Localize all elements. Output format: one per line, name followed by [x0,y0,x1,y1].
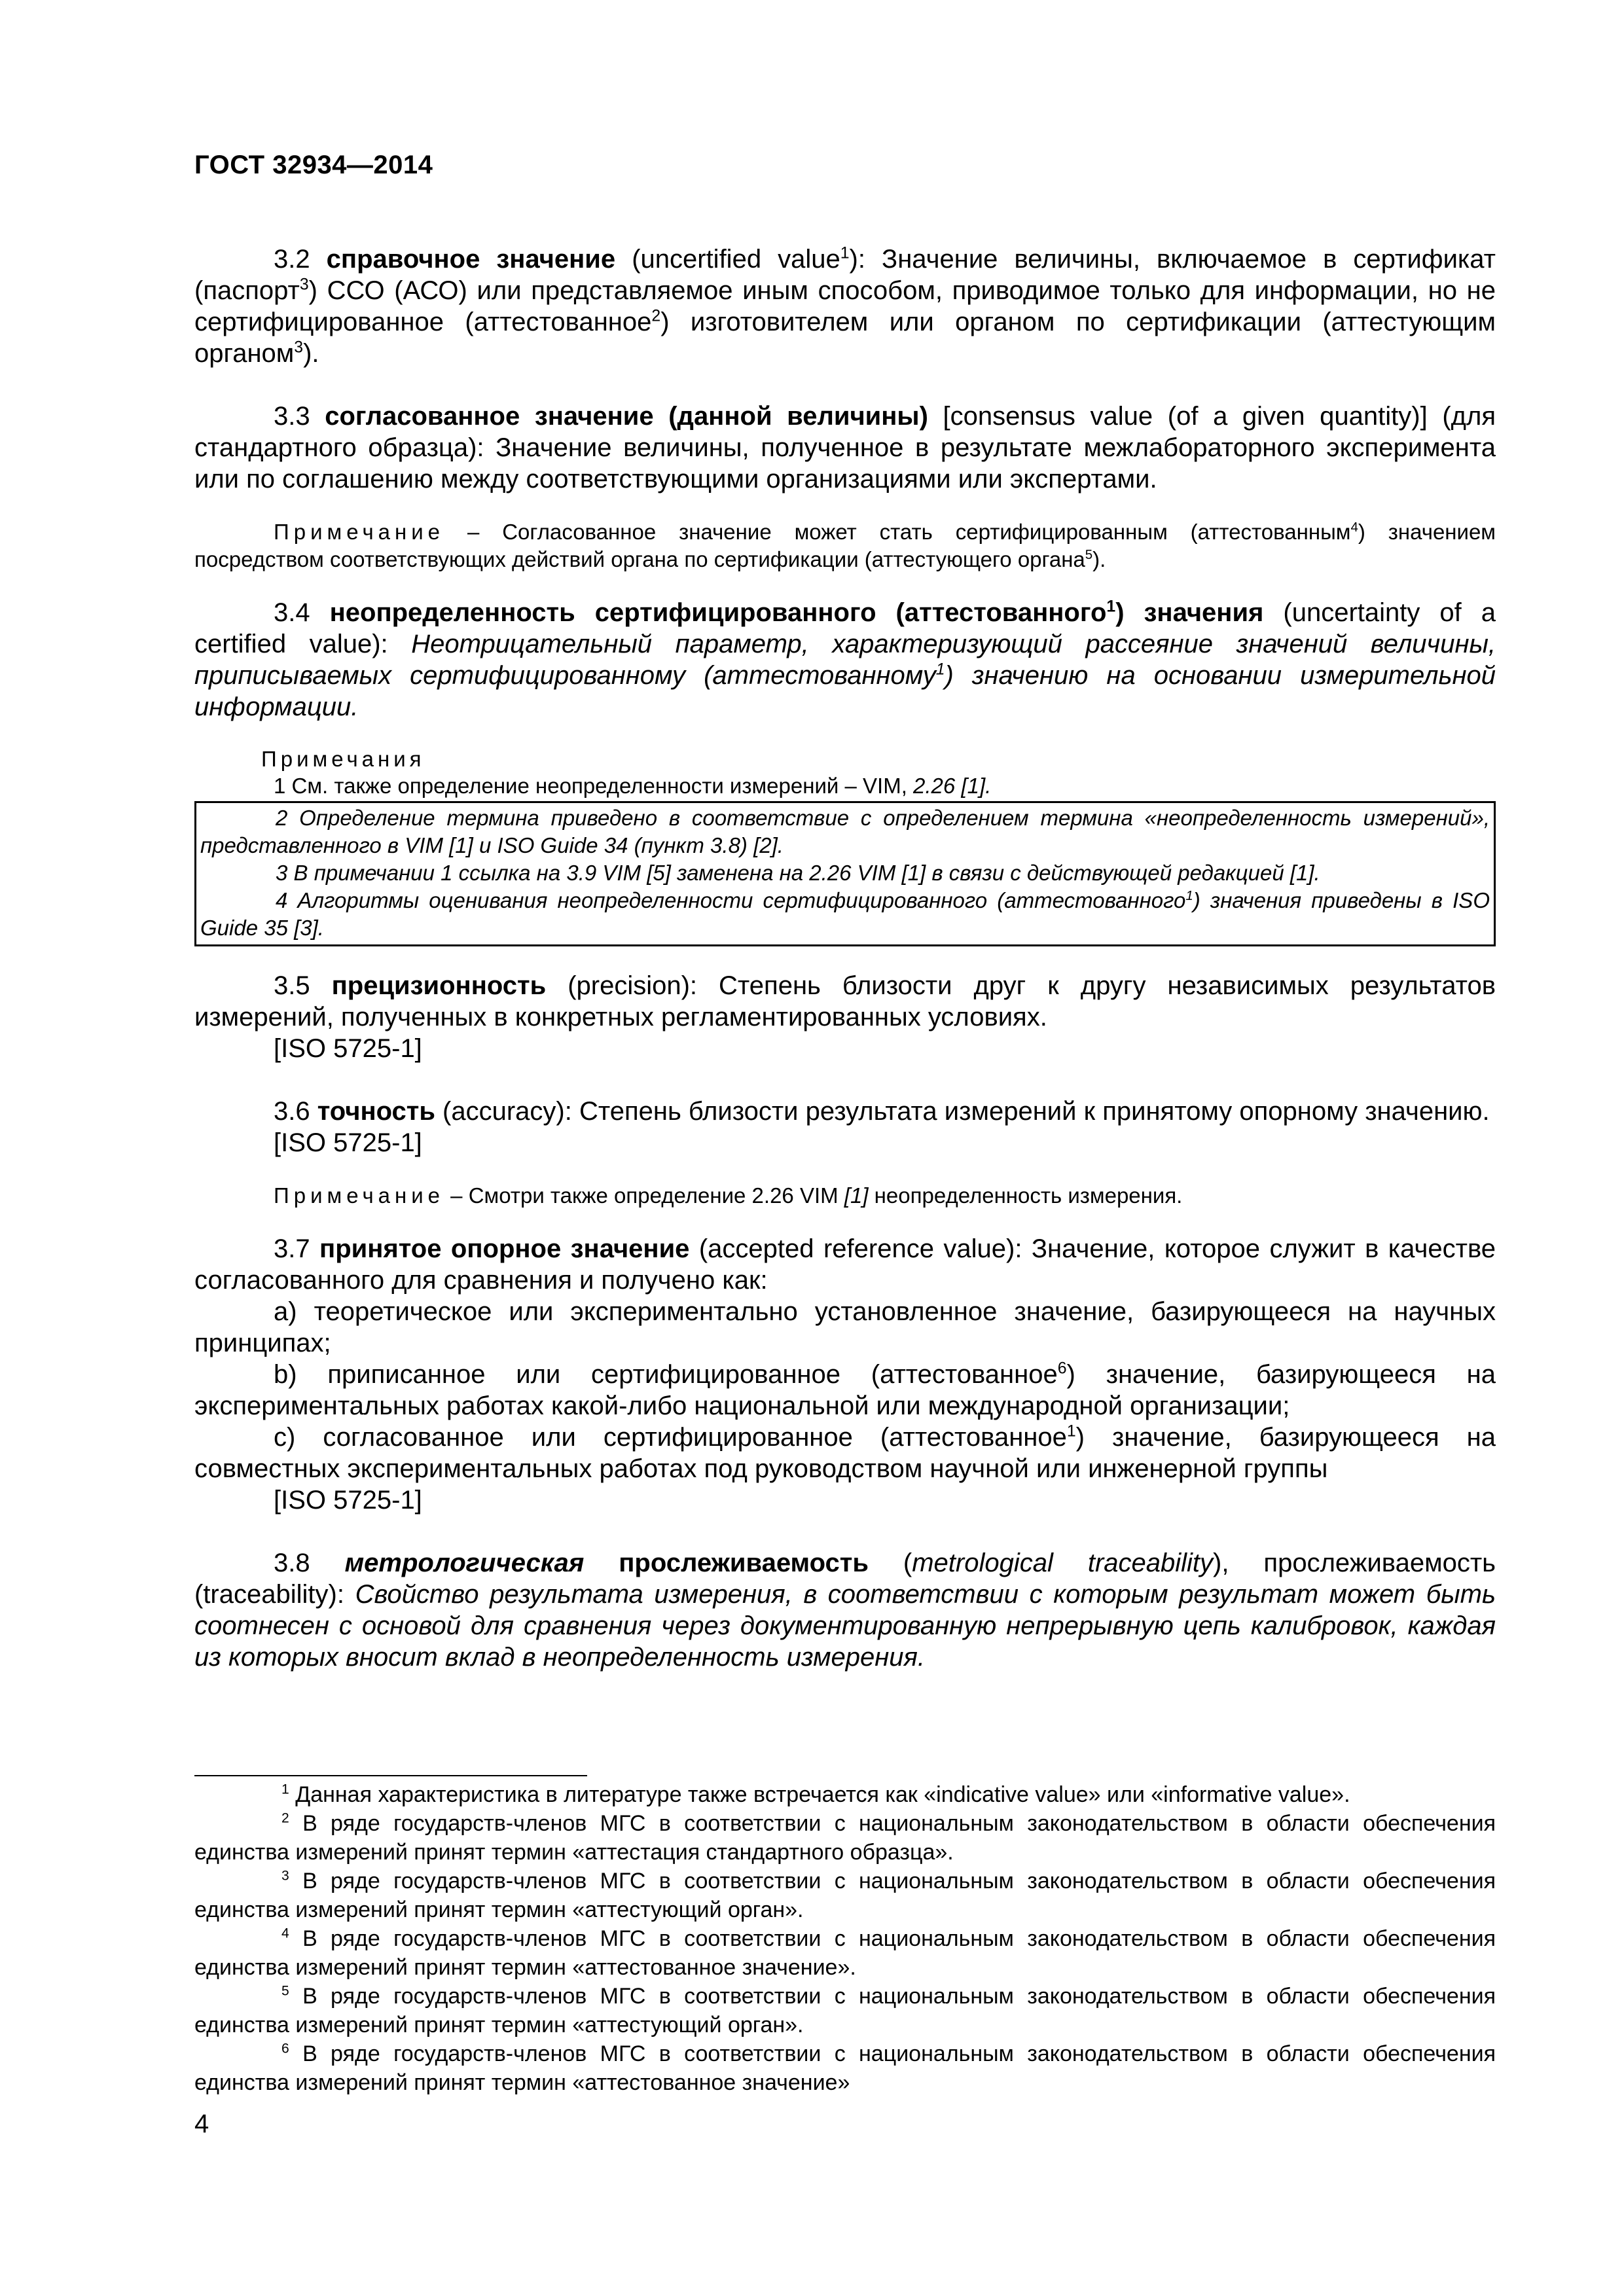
document-page [194,0,1496,2296]
footnote-1: $^1$ Данная характеристика в литературе также встречается как «indicative value» или «informative value». [281,1782,1350,1807]
note-label: Примечание [274,1183,445,1208]
footnote-3: $^3$ В ряде государств-членов МГС в соответствии с национальным законодательством в области обеспечения единства измерений принят термин «аттестующий орган». [194,1868,1496,1922]
footnote-6: $^6$ В ряде государств-членов МГС в соответствии с национальным законодательством в области обеспечения единства измерений принят термин «аттестованное значение» [194,2041,1496,2095]
footnotes [194,1780,1496,2097]
term-3-2: 3.2 справочное значение (uncertified value$^1$): Значение величины, включаемое в сертификат (паспорт$^3$) ССО (АСО) или представляемое иным способом, приводимое только для информации, но не сертифицированное (аттестованное$^2$) изготовителем или органом по сертификации (аттестующим органом$^3$). [194,244,1496,368]
note-item-2: 2 Определение термина приведено в соответствие с определением термина «неопределенность измерений», представленного в VIM [1] и ISO Guide 34 (пункт 3.8) [2]. [200,806,1490,857]
footnote-5: $^5$ В ряде государств-членов МГС в соответствии с национальным законодательством в области обеспечения единства измерений принят термин «аттестующий орган». [194,1983,1496,2037]
list-item-a: а) теоретическое или экспериментально установленное значение, базирующееся на научных принципах; [194,1297,1496,1357]
note-item-4: 4 Алгоритмы оценивания неопределенности сертифицированного (аттестованного$^1$) значения приведены в ISO Guide 35 [3]. [200,888,1490,940]
list-item-c: с) согласованное или сертифицированное (аттестованное$^1$) значение, базирующееся на совместных экспериментальных работах под руководством научной или инженерной группы [194,1422,1496,1483]
changes-box [194,801,1496,946]
term-title: прецизионность [331,971,547,1000]
document-body [194,243,1496,1673]
reference-3-6: [ISO 5725-1] [274,1128,422,1157]
term-3-5: 3.5 прецизионность (precision): Степень близости друг к другу независимых результатов измерений, полученных в конкретных регламентированных условиях. [194,971,1496,1031]
term-title: неопределенность сертифицированного (аттестованного$^1$) значения [329,598,1264,627]
term-3-4: 3.4 неопределенность сертифицированного (аттестованного$^1$) значения (uncertainty of a certified value): Неотрицательный параметр, характеризующий рассеяние значений величины, приписываемых сертифицированному (аттестованному$^1$) значению на основании измерительной информации. [194,598,1496,721]
term-definition: Свойство результата измерения, в соответствии с которым результат может быть соотнесен с основой для сравнения через документированную непрерывную цепь калибровок, каждая из которых вносит вклад в неопределенность измерения. [194,1580,1496,1672]
term-title: справочное значение [326,245,616,274]
document-header: ГОСТ 32934—2014 [194,151,433,179]
term-title: метрологическая прослеживаемость [344,1549,869,1577]
note-item-1: 1 См. также определение неопределенности измерений – VIM, 2.26 [1]. [274,774,992,798]
term-3-3: 3.3 согласованное значение (данной величины) [consensus value (of a given quantity)] (для стандартного образца): Значение величины, полученное в результате межлабораторного эксперимента или по соглашению между соответствующими организациями или экспертами. [194,402,1496,493]
term-definition: Неотрицательный параметр, характеризующий рассеяние значений величины, приписываемых сертифицированному (аттестованному$^1$) значению на основании измерительной информации. [194,630,1496,721]
footnote-2: $^2$ В ряде государств-членов МГС в соответствии с национальным законодательством в области обеспечения единства измерений принят термин «аттестация стандартного образца». [194,1810,1496,1865]
reference-3-5: [ISO 5725-1] [274,1034,422,1063]
note-label: Примечание [274,520,445,544]
notes-heading: Примечания [261,747,425,771]
term-3-6: 3.6 точность (accuracy): Степень близости результата измерений к принятому опорному значению. [274,1097,1490,1126]
term-title: точность [317,1097,435,1126]
list-item-b: b) приписанное или сертифицированное (аттестованное$^6$) значение, базирующееся на экспериментальных работах какой-либо национальной или международной организации; [194,1359,1496,1420]
footnote-4: $^4$ В ряде государств-членов МГС в соответствии с национальным законодательством в области обеспечения единства измерений принят термин «аттестованное значение». [194,1926,1496,1980]
reference-3-7: [ISO 5725-1] [274,1486,422,1515]
term-title: принятое опорное значение [319,1234,690,1263]
note-item-3: 3 В примечании 1 ссылка на 3.9 VIM [5] заменена на 2.26 VIM [1] в связи с действующей редакцией [1]. [276,861,1320,885]
term-3-7: 3.7 принятое опорное значение (accepted reference value): Значение, которое служит в качестве согласованного для сравнения и получено как: [194,1234,1496,1295]
note-3-3: Примечание – Согласованное значение может стать сертифицированным (аттестованным$^4$) значением посредством соответствующих действий органа по сертификации (аттестующего органа$^5$). [194,520,1496,571]
term-3-8: 3.8 метрологическая прослеживаемость (metrological traceability), прослеживаемость (traceability): Свойство результата измерения, в соответствии с которым результат может быть соотнесен с основой для сравнения через документированную непрерывную цепь калибровок, каждая из которых вносит вклад в неопределенность измерения. [194,1549,1496,1672]
note-3-6: Примечание – Смотри также определение 2.26 VIM [1] неопределенность измерения. [274,1183,1183,1208]
footnote-separator [194,1775,587,1776]
term-title: согласованное значение (данной величины) [325,402,928,431]
page-number: 4 [194,2109,209,2138]
